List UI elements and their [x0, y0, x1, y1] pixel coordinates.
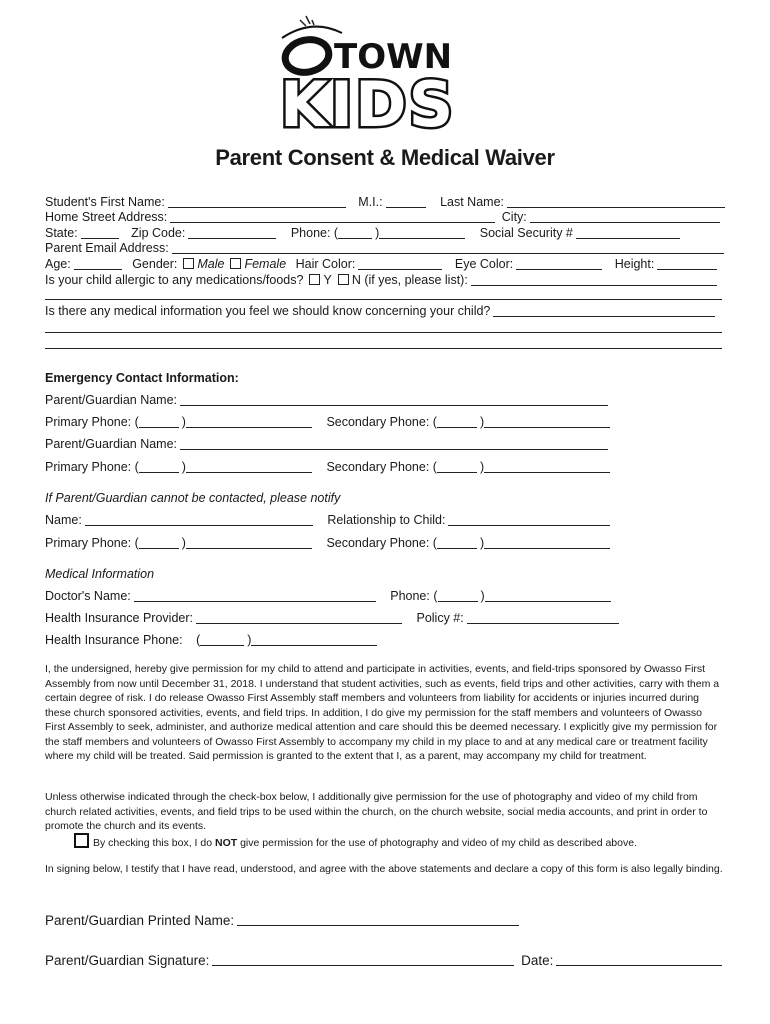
medical-info-line-2[interactable] — [45, 348, 722, 349]
guardian1-phone-row — [45, 415, 725, 430]
allergy-no-label: N (if yes, please list): — [351, 273, 468, 287]
guardian2-secondary-area[interactable] — [437, 460, 477, 473]
insurance-label: Health Insurance Provider: — [45, 611, 193, 625]
phone-area-field[interactable] — [338, 226, 372, 239]
male-checkbox[interactable] — [183, 258, 194, 269]
signing-paragraph: In signing below, I testify that I have read, understood, and agree with the above statements and declare a copy of this form is also legally binding. — [45, 863, 723, 875]
form-title: Parent Consent & Medical Waiver — [215, 145, 555, 170]
close-paren: ) — [181, 460, 186, 474]
height-label: Height: — [614, 257, 655, 271]
phone-label: Phone: ( — [290, 226, 339, 240]
close-paren: ) — [480, 589, 485, 603]
policy-field[interactable] — [467, 611, 619, 624]
date-label: Date: — [521, 953, 554, 968]
doctor-label: Doctor's Name: — [45, 589, 131, 603]
allergy-yes-checkbox[interactable] — [309, 274, 320, 285]
medical-info-field[interactable] — [493, 304, 715, 317]
svg-text:KIDS: KIDS — [280, 68, 456, 133]
signature-row — [45, 953, 725, 968]
last-name-label: Last Name: — [440, 195, 504, 209]
insurance-field[interactable] — [196, 611, 402, 624]
photo-optout-row — [74, 833, 724, 851]
state-field[interactable] — [81, 226, 119, 239]
zip-field[interactable] — [188, 226, 276, 239]
policy-label: Policy #: — [416, 611, 464, 625]
eye-label: Eye Color: — [454, 257, 514, 271]
mi-field[interactable] — [386, 195, 426, 208]
hair-label: Hair Color: — [295, 257, 356, 271]
close-paren: ) — [479, 460, 485, 474]
insurance-phone-field[interactable] — [251, 633, 377, 646]
notify-primary-area[interactable] — [139, 536, 179, 549]
insurance-row — [45, 611, 725, 626]
guardian2-primary-field[interactable] — [186, 460, 312, 473]
ssn-field[interactable] — [576, 226, 680, 239]
age-field[interactable] — [74, 257, 122, 270]
student-row-1 — [45, 195, 725, 210]
guardian1-secondary-area[interactable] — [437, 415, 477, 428]
photo-optout-pre: By checking this box, I do — [93, 837, 213, 849]
guardian2-secondary-label: Secondary Phone: ( — [326, 460, 437, 474]
allergy-no-checkbox[interactable] — [338, 274, 349, 285]
guardian1-primary-label: Primary Phone: ( — [45, 415, 139, 429]
student-row-5 — [45, 257, 725, 272]
doctor-phone-field[interactable] — [485, 589, 611, 602]
allergy-list-field[interactable] — [471, 273, 717, 286]
guardian1-secondary-field[interactable] — [484, 415, 610, 428]
notify-name-field[interactable] — [85, 513, 313, 526]
doctor-phone-label: Phone: ( — [390, 589, 438, 603]
eye-field[interactable] — [516, 257, 602, 270]
street-field[interactable] — [170, 210, 495, 223]
age-label: Age: — [45, 257, 71, 271]
close-paren: ) — [181, 415, 186, 429]
student-row-3 — [45, 226, 725, 241]
ssn-label: Social Security # — [479, 226, 573, 240]
notify-primary-field[interactable] — [186, 536, 312, 549]
last-name-field[interactable] — [507, 195, 725, 208]
student-row-6 — [45, 273, 725, 288]
guardian2-primary-area[interactable] — [139, 460, 179, 473]
doctor-row — [45, 589, 725, 604]
medical-heading: Medical Information — [45, 567, 155, 581]
logo-graphic — [272, 8, 477, 133]
close-paren: ) — [181, 536, 186, 550]
zip-label: Zip Code: — [131, 226, 186, 240]
close-paren: ) — [479, 415, 485, 429]
emergency-heading: Emergency Contact Information: — [45, 371, 239, 385]
open-paren: ( — [196, 633, 201, 647]
signature-label: Parent/Guardian Signature: — [45, 953, 210, 968]
first-name-field[interactable] — [168, 195, 346, 208]
o-town-kids-logo — [272, 8, 477, 133]
guardian2-name-label: Parent/Guardian Name: — [45, 437, 178, 451]
photo-optout-not: NOT — [215, 837, 238, 849]
street-label: Home Street Address: — [45, 210, 168, 224]
notify-phone-row — [45, 536, 725, 551]
guardian1-primary-area[interactable] — [139, 415, 179, 428]
notify-secondary-label: Secondary Phone: ( — [326, 536, 437, 550]
notify-secondary-field[interactable] — [484, 536, 610, 549]
consent-paragraph: I, the undersigned, hereby give permission for my child to attend and participate in activities, events, and field-trips sponsored by Owasso First Assembly from now until December 31, 2018. I understand that student activities, such as events, field trips and other activities, carry with them a certain degree of risk. I do release Owasso First Assembly staff members and volunteers from liability for accidents or injuries incurred during these church sponsored activities, events, and field trips. In addition, I do give my permission for the staff members and volunteers of Owasso First Assembly to seek, administer, and authorize medical attention and care should this be deemed necessary. I explicitly give my permission for the staff members and volunteers of Owasso First Assembly to accompany my child in my place to and at any medical care or treatment facility where my child will be treated. Said permission is granted to the extent that I, as a parent, may accompany my child for treatment. — [45, 663, 720, 762]
doctor-phone-area[interactable] — [438, 589, 478, 602]
notify-secondary-area[interactable] — [437, 536, 477, 549]
mi-label: M.I.: — [358, 195, 383, 209]
guardian2-name-field[interactable] — [180, 437, 608, 450]
medical-info-line-1[interactable] — [45, 332, 722, 333]
printed-name-label: Parent/Guardian Printed Name: — [45, 913, 235, 928]
insurance-phone-area[interactable] — [200, 633, 244, 646]
allergy-question: Is your child allergic to any medications/foods? — [45, 273, 304, 287]
male-label: Male — [197, 257, 225, 271]
guardian1-name-row — [45, 393, 725, 408]
relationship-label: Relationship to Child: — [327, 513, 446, 527]
guardian1-name-field[interactable] — [180, 393, 608, 406]
allergy-list-line[interactable] — [45, 299, 722, 300]
guardian1-primary-field[interactable] — [186, 415, 312, 428]
date-field[interactable] — [556, 953, 722, 966]
guardian1-name-label: Parent/Guardian Name: — [45, 393, 178, 407]
female-checkbox[interactable] — [230, 258, 241, 269]
state-label: State: — [45, 226, 78, 240]
guardian2-secondary-field[interactable] — [484, 460, 610, 473]
guardian2-primary-label: Primary Phone: ( — [45, 460, 139, 474]
photo-optout-post: give permission for the use of photography and video of my child as described above. — [240, 837, 637, 849]
guardian2-phone-row — [45, 460, 725, 475]
gender-label: Gender: — [132, 257, 178, 271]
student-row-2 — [45, 210, 725, 225]
first-name-label: Student's First Name: — [45, 195, 165, 209]
doctor-field[interactable] — [134, 589, 376, 602]
medical-question: Is there any medical information you feel we should know concerning your child? — [45, 304, 491, 318]
email-label: Parent Email Address: — [45, 241, 169, 255]
relationship-field[interactable] — [448, 513, 610, 526]
close-paren: ) — [247, 633, 252, 647]
student-row-7 — [45, 304, 725, 319]
phone-field[interactable] — [379, 226, 465, 239]
notify-heading: If Parent/Guardian cannot be contacted, please notify — [45, 491, 341, 505]
female-label: Female — [244, 257, 287, 271]
height-field[interactable] — [657, 257, 717, 270]
notify-primary-label: Primary Phone: ( — [45, 536, 139, 550]
city-label: City: — [501, 210, 527, 224]
svg-text:TOWN: TOWN — [334, 37, 453, 77]
city-field[interactable] — [530, 210, 720, 223]
printed-name-row — [45, 913, 725, 928]
email-field[interactable] — [172, 241, 724, 254]
notify-name-label: Name: — [45, 513, 82, 527]
allergy-yes-label: Y — [323, 273, 332, 287]
signature-field[interactable] — [212, 953, 514, 966]
phone-close: ) — [375, 226, 380, 240]
guardian1-secondary-label: Secondary Phone: ( — [326, 415, 437, 429]
insurance-phone-label: Health Insurance Phone: — [45, 633, 183, 647]
photo-paragraph: Unless otherwise indicated through the check-box below, I additionally give permission for the use of photography and video of my child from church related activities, events, and field trips to be used within the church, on the church website, social media accounts, and print in order to promote the church and its events. — [45, 791, 708, 832]
close-paren: ) — [479, 536, 485, 550]
student-row-4 — [45, 241, 725, 256]
photo-optout-checkbox[interactable] — [74, 833, 89, 848]
guardian2-name-row — [45, 437, 725, 452]
notify-name-row — [45, 513, 725, 528]
printed-name-field[interactable] — [237, 913, 519, 926]
hair-field[interactable] — [358, 257, 442, 270]
insurance-phone-row — [45, 633, 725, 648]
